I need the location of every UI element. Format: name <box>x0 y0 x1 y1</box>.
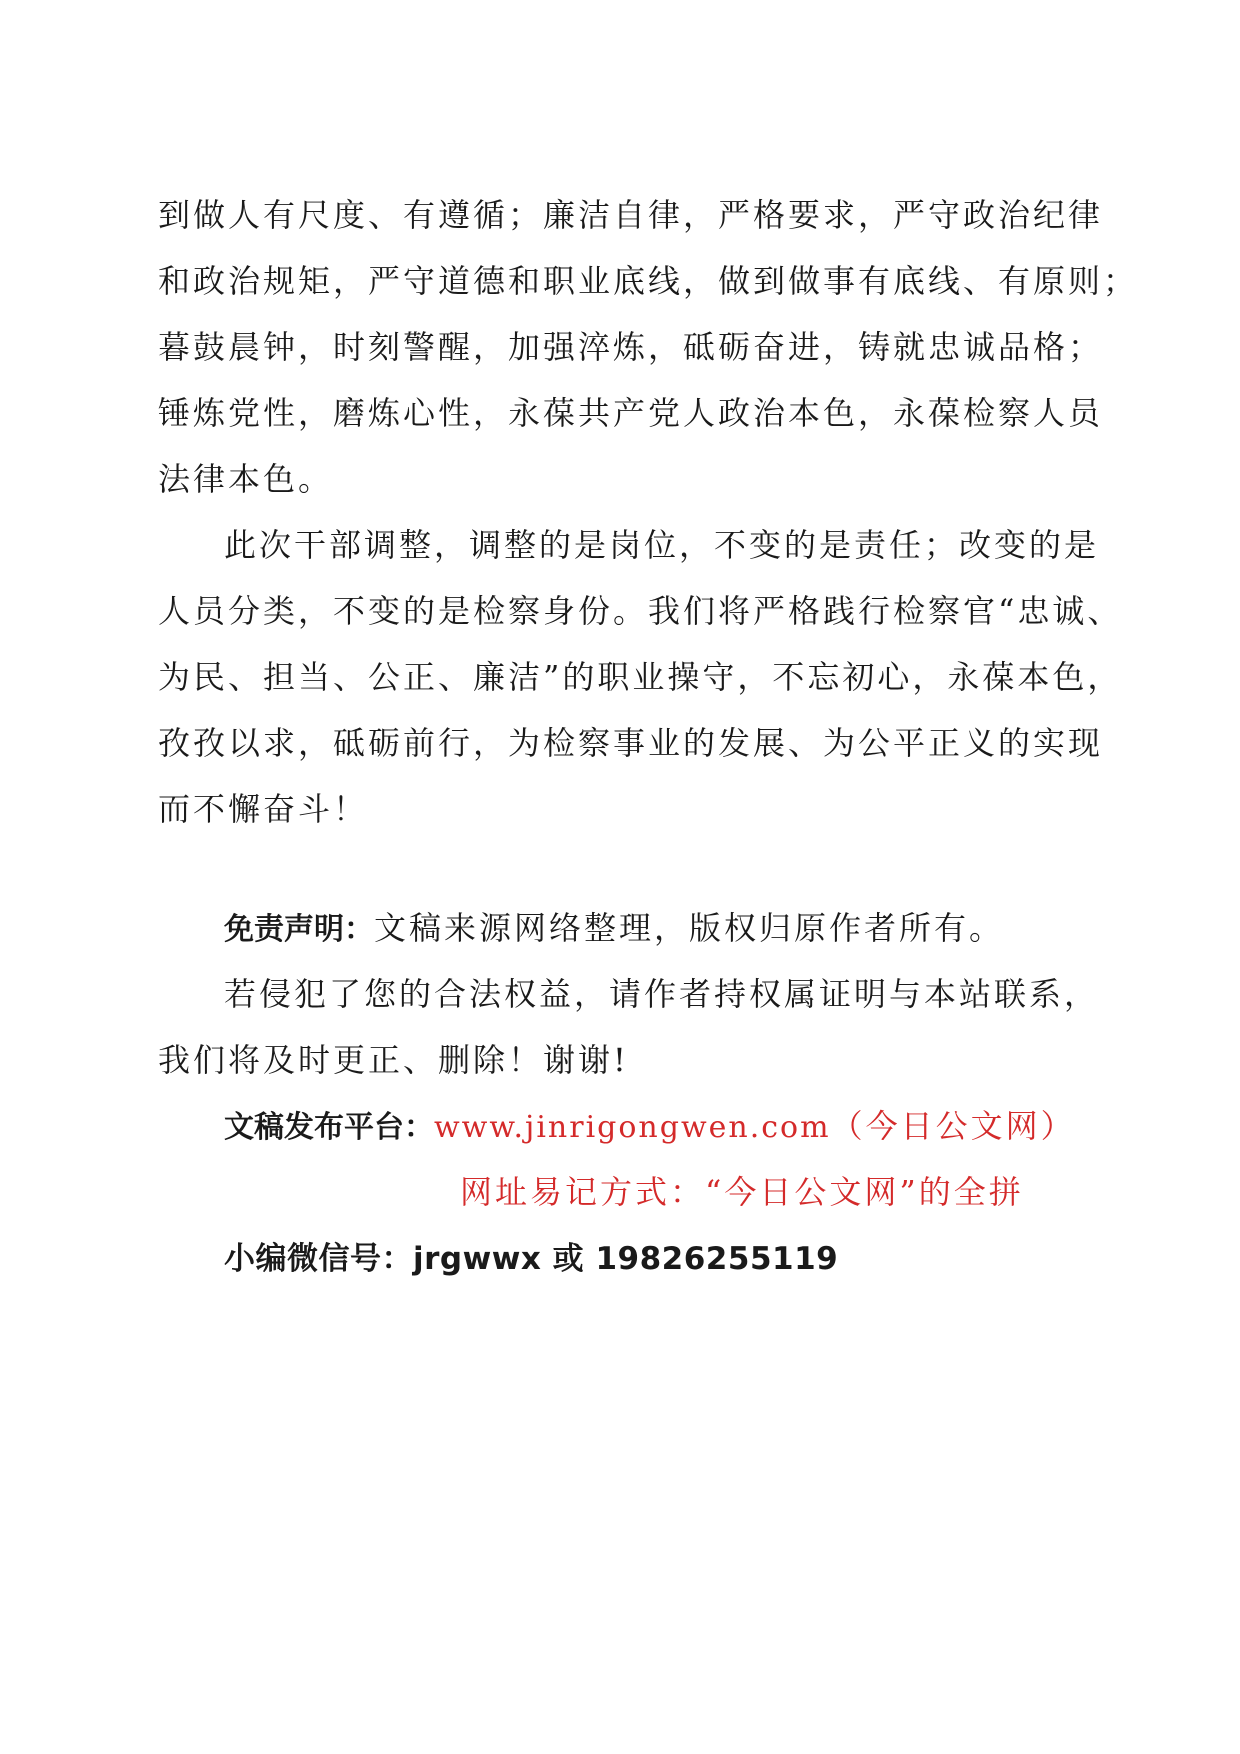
disclaimer-line-3: 我们将及时更正、删除！谢谢! <box>158 1041 629 1079</box>
disclaimer-label: 免责声明： <box>224 912 374 947</box>
disclaimer-text: 文稿来源网络整理，版权归原作者所有。 <box>374 909 1005 947</box>
paragraph-line: 人员分类，不变的是检察身份。我们将严格践行检察官“忠诚、 <box>158 592 1123 630</box>
platform-site-name: （今日公文网） <box>830 1107 1076 1145</box>
paragraph-line: 而不懈奋斗！ <box>158 790 369 828</box>
disclaimer-line <box>158 895 1088 961</box>
paragraph-2 <box>158 512 1123 842</box>
platform-remember-tip: 网址易记方式：“今日公文网”的全拼 <box>460 1173 1024 1211</box>
disclaimer-line-2: 若侵犯了您的合法权益，请作者持权属证明与本站联系， <box>224 975 1100 1013</box>
paragraph-line: 孜孜以求，砥砺前行，为检察事业的发展、为公平正义的实现 <box>158 724 1104 762</box>
platform-url-link[interactable]: www.jinrigongwen.com <box>434 1110 831 1145</box>
paragraph-line: 此次干部调整，调整的是岗位，不变的是责任；改变的是 <box>224 526 1100 564</box>
platform-label: 文稿发布平台： <box>224 1110 434 1145</box>
paragraph-line: 和政治规矩，严守道德和职业底线，做到做事有底线、有原则； <box>158 262 1139 300</box>
paragraph-line: 法律本色。 <box>158 460 334 498</box>
paragraph-line: 为民、担当、公正、廉洁”的职业操守，不忘初心，永葆本色， <box>158 658 1123 696</box>
paragraph-line: 暮鼓晨钟，时刻警醒，加强淬炼，砥砺奋进，铸就忠诚品格； <box>158 328 1104 366</box>
article-body <box>158 182 1139 842</box>
wechat-value: jrgwwx 或 19826255119 <box>413 1241 839 1277</box>
platform-line <box>158 1093 1088 1159</box>
paragraph-1 <box>158 182 1139 512</box>
wechat-label: 小编微信号： <box>224 1241 413 1277</box>
paragraph-line: 到做人有尺度、有遵循；廉洁自律，严格要求，严守政治纪律 <box>158 196 1104 234</box>
paragraph-line: 锤炼党性，磨炼心性，永葆共产党人政治本色，永葆检察人员 <box>158 394 1104 432</box>
wechat-line <box>158 1225 1088 1291</box>
disclaimer-section <box>158 895 1100 1291</box>
